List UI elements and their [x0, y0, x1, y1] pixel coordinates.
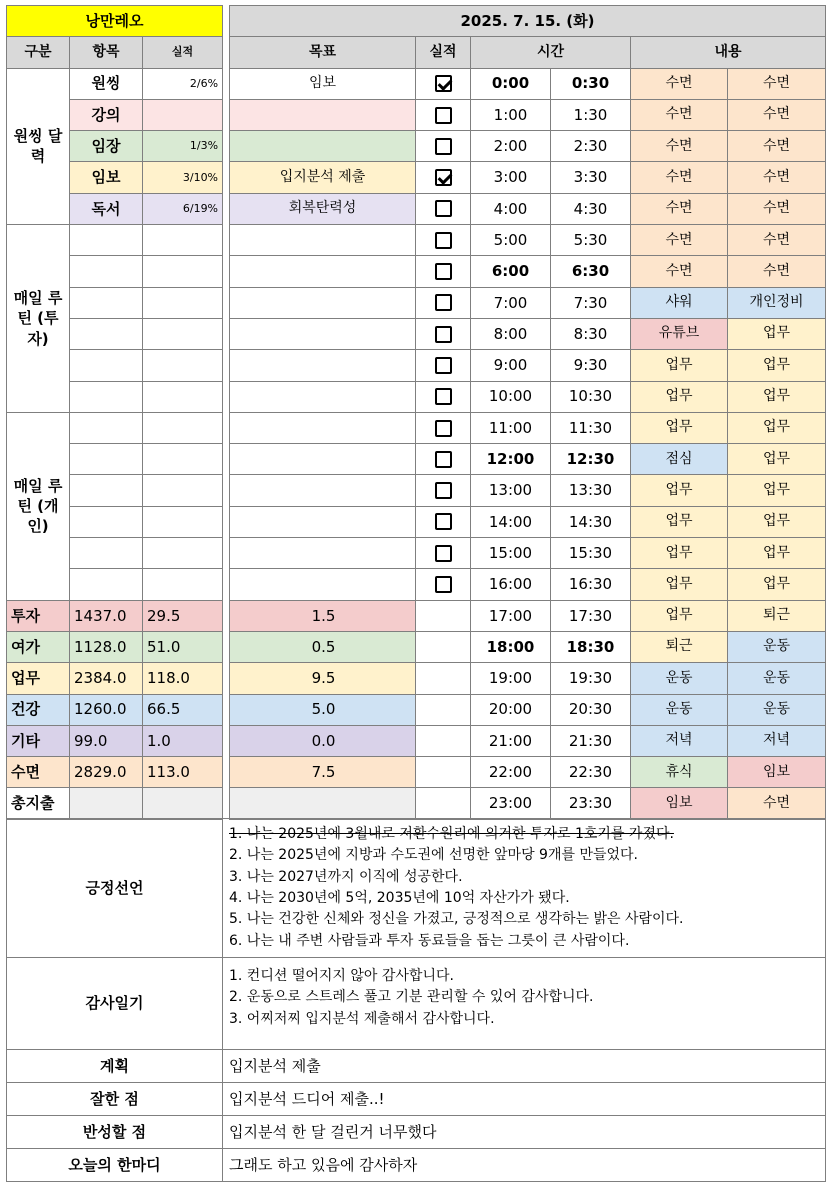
plan-text[interactable]: 입지분석 제출 [223, 1050, 826, 1083]
time-end: 9:30 [551, 350, 631, 381]
activity-cell[interactable]: 수면 [631, 99, 728, 130]
routine-item-cell[interactable] [70, 412, 143, 443]
routine-item-cell[interactable] [70, 444, 143, 475]
activity-cell[interactable]: 점심 [631, 444, 728, 475]
today-hours: 0.5 [230, 631, 416, 662]
time-start: 9:00 [471, 350, 551, 381]
plan-label: 계획 [7, 1050, 223, 1083]
check-cell [416, 225, 471, 256]
daily-word-label: 오늘의 한마디 [7, 1149, 223, 1182]
checkbox-unchecked[interactable] [435, 326, 452, 343]
col-result-header: 실적 [143, 37, 223, 68]
checkbox-unchecked[interactable] [435, 357, 452, 374]
summary-result: 1.0 [143, 725, 223, 756]
activity-cell[interactable]: 수면 [631, 225, 728, 256]
routine-item-cell[interactable] [70, 256, 143, 287]
check-cell [416, 757, 471, 788]
summary-result: 29.5 [143, 600, 223, 631]
routine-item-cell[interactable] [70, 287, 143, 318]
routine-item-cell[interactable] [70, 475, 143, 506]
category-routine-personal: 매일 루틴 (개인) [7, 412, 70, 600]
time-start: 22:00 [471, 757, 551, 788]
check-cell [416, 193, 471, 224]
activity-cell[interactable]: 수면 [728, 99, 826, 130]
check-cell [416, 475, 471, 506]
time-end: 8:30 [551, 318, 631, 349]
today-hours: 0.0 [230, 725, 416, 756]
routine-item-cell[interactable] [70, 506, 143, 537]
summary-label-invest: 투자 [7, 600, 70, 631]
goal-cell[interactable] [230, 381, 416, 412]
routine-result-cell[interactable] [143, 506, 223, 537]
summary-label-work: 업무 [7, 663, 70, 694]
time-end: 20:30 [551, 694, 631, 725]
checkbox-unchecked[interactable] [435, 263, 452, 280]
winsing-item: 독서 [70, 193, 143, 224]
routine-item-cell[interactable] [70, 569, 143, 600]
time-start: 5:00 [471, 225, 551, 256]
routine-result-cell[interactable] [143, 475, 223, 506]
activity-cell[interactable]: 운동 [728, 663, 826, 694]
check-cell [416, 412, 471, 443]
summary-result: 51.0 [143, 631, 223, 662]
routine-item-cell[interactable] [70, 225, 143, 256]
time-start: 15:00 [471, 538, 551, 569]
time-start: 12:00 [471, 444, 551, 475]
activity-cell[interactable]: 수면 [728, 193, 826, 224]
today-hours: 7.5 [230, 757, 416, 788]
time-end: 7:30 [551, 287, 631, 318]
journal-table [6, 818, 826, 1182]
routine-item-cell[interactable] [70, 350, 143, 381]
activity-cell[interactable]: 업무 [631, 506, 728, 537]
time-end: 17:30 [551, 600, 631, 631]
left-tracker-table [6, 5, 223, 820]
check-cell [416, 506, 471, 537]
activity-cell[interactable]: 업무 [631, 350, 728, 381]
activity-cell[interactable]: 업무 [728, 381, 826, 412]
reflect-label: 반성할 점 [7, 1116, 223, 1149]
date-header: 2025. 7. 15. (화) [230, 6, 826, 37]
time-start: 21:00 [471, 725, 551, 756]
checkbox-unchecked[interactable] [435, 576, 452, 593]
check-cell [416, 68, 471, 99]
time-start: 11:00 [471, 412, 551, 443]
checkbox-unchecked[interactable] [435, 545, 452, 562]
time-end: 10:30 [551, 381, 631, 412]
activity-cell[interactable]: 업무 [631, 475, 728, 506]
summary-label-leisure: 여가 [7, 631, 70, 662]
activity-cell[interactable]: 수면 [631, 131, 728, 162]
activity-cell[interactable]: 수면 [631, 162, 728, 193]
time-end: 16:30 [551, 569, 631, 600]
today-hours: 9.5 [230, 663, 416, 694]
goal-cell[interactable] [230, 444, 416, 475]
affirmation-line: 2. 나는 2025년에 지방과 수도권에 선명한 앞마당 9개를 만들었다. [229, 847, 638, 864]
time-start: 0:00 [471, 68, 551, 99]
goal-cell[interactable] [230, 256, 416, 287]
time-start: 4:00 [471, 193, 551, 224]
time-end: 12:30 [551, 444, 631, 475]
activity-cell[interactable]: 업무 [631, 538, 728, 569]
category-routine-invest: 매일 루틴 (투자) [7, 225, 70, 413]
time-end: 21:30 [551, 725, 631, 756]
activity-cell[interactable]: 수면 [728, 68, 826, 99]
routine-item-cell[interactable] [70, 318, 143, 349]
summary-label-sleep: 수면 [7, 757, 70, 788]
checkbox-unchecked[interactable] [435, 388, 452, 405]
time-start: 17:00 [471, 600, 551, 631]
time-start: 18:00 [471, 631, 551, 662]
summary-total: 1437.0 [70, 600, 143, 631]
activity-cell[interactable]: 개인정비 [728, 287, 826, 318]
activity-cell[interactable]: 업무 [728, 444, 826, 475]
gratitude-line: 3. 어찌저찌 입지분석 제출해서 감사합니다. [229, 1010, 495, 1027]
time-start: 3:00 [471, 162, 551, 193]
activity-cell[interactable]: 업무 [728, 318, 826, 349]
activity-cell[interactable]: 수면 [728, 256, 826, 287]
goal-cell[interactable] [230, 131, 416, 162]
routine-result-cell[interactable] [143, 538, 223, 569]
activity-cell[interactable]: 운동 [728, 631, 826, 662]
routine-result-cell[interactable] [143, 318, 223, 349]
time-end: 15:30 [551, 538, 631, 569]
activity-cell[interactable]: 수면 [728, 162, 826, 193]
time-start: 10:00 [471, 381, 551, 412]
time-end: 4:30 [551, 193, 631, 224]
time-end: 14:30 [551, 506, 631, 537]
summary-result: 66.5 [143, 694, 223, 725]
activity-cell[interactable]: 업무 [728, 412, 826, 443]
checkbox-unchecked[interactable] [435, 138, 452, 155]
time-end: 0:30 [551, 68, 631, 99]
winsing-result[interactable] [143, 99, 223, 130]
time-start: 13:00 [471, 475, 551, 506]
reflect-text[interactable]: 입지분석 한 달 걸린거 너무했다 [223, 1116, 826, 1149]
routine-item-cell[interactable] [70, 381, 143, 412]
activity-cell[interactable]: 유튜브 [631, 318, 728, 349]
total-expense-today[interactable] [230, 788, 416, 819]
activity-cell[interactable]: 퇴근 [728, 600, 826, 631]
winsing-result[interactable]: 1/3% [143, 131, 223, 162]
goal-cell[interactable] [230, 569, 416, 600]
gratitude-line: 2. 운동으로 스트레스 풀고 기분 관리할 수 있어 감사합니다. [229, 989, 594, 1006]
checkbox-unchecked[interactable] [435, 200, 452, 217]
activity-cell[interactable]: 업무 [728, 538, 826, 569]
gratitude-label: 감사일기 [7, 958, 223, 1050]
winsing-item: 원씽 [70, 68, 143, 99]
activity-cell[interactable]: 업무 [631, 600, 728, 631]
activity-cell[interactable]: 임보 [728, 757, 826, 788]
good-point-label: 잘한 점 [7, 1083, 223, 1116]
time-start: 7:00 [471, 287, 551, 318]
goal-cell[interactable]: 회복탄력성 [230, 193, 416, 224]
activity-cell[interactable]: 업무 [728, 569, 826, 600]
time-end: 11:30 [551, 412, 631, 443]
goal-cell[interactable] [230, 318, 416, 349]
activity-cell[interactable]: 수면 [631, 193, 728, 224]
goal-cell[interactable] [230, 287, 416, 318]
time-start: 6:00 [471, 256, 551, 287]
checkbox-unchecked[interactable] [435, 513, 452, 530]
routine-item-cell[interactable] [70, 538, 143, 569]
routine-result-cell[interactable] [143, 256, 223, 287]
check-cell [416, 287, 471, 318]
checkbox-unchecked[interactable] [435, 294, 452, 311]
activity-cell[interactable]: 업무 [728, 350, 826, 381]
check-cell [416, 256, 471, 287]
winsing-item: 임장 [70, 131, 143, 162]
time-end: 19:30 [551, 663, 631, 694]
routine-result-cell[interactable] [143, 569, 223, 600]
check-cell [416, 318, 471, 349]
good-point-text[interactable]: 입지분석 드디어 제출..! [223, 1083, 826, 1116]
time-start: 16:00 [471, 569, 551, 600]
check-cell [416, 694, 471, 725]
activity-cell[interactable]: 운동 [631, 663, 728, 694]
goal-cell[interactable] [230, 412, 416, 443]
goal-cell[interactable] [230, 350, 416, 381]
goal-cell[interactable] [230, 475, 416, 506]
check-cell [416, 663, 471, 694]
affirmation-list[interactable] [223, 819, 826, 958]
check-cell [416, 381, 471, 412]
time-end: 6:30 [551, 256, 631, 287]
affirmation-line: 5. 나는 건강한 신체와 정신을 가졌고, 긍정적으로 생각하는 밝은 사람이다. [229, 911, 684, 928]
activity-cell[interactable]: 업무 [631, 381, 728, 412]
col-category-header: 구분 [7, 37, 70, 68]
activity-cell[interactable]: 저녁 [631, 725, 728, 756]
gratitude-list[interactable] [223, 958, 826, 1050]
activity-cell[interactable]: 업무 [631, 569, 728, 600]
summary-result: 118.0 [143, 663, 223, 694]
activity-cell[interactable]: 수면 [728, 788, 826, 819]
goal-cell[interactable] [230, 225, 416, 256]
time-start: 2:00 [471, 131, 551, 162]
col-content-header: 내용 [631, 37, 826, 68]
check-cell [416, 538, 471, 569]
routine-result-cell[interactable] [143, 287, 223, 318]
summary-result: 113.0 [143, 757, 223, 788]
col-item-header: 항목 [70, 37, 143, 68]
summary-label-other: 기타 [7, 725, 70, 756]
activity-cell[interactable]: 업무 [728, 475, 826, 506]
total-expense-label: 총지출 [7, 788, 70, 819]
routine-result-cell[interactable] [143, 444, 223, 475]
winsing-item: 임보 [70, 162, 143, 193]
total-expense-value[interactable] [143, 788, 223, 819]
check-cell [416, 162, 471, 193]
summary-total: 2829.0 [70, 757, 143, 788]
daily-word-text[interactable]: 그래도 하고 있음에 감사하자 [223, 1149, 826, 1182]
check-cell [416, 600, 471, 631]
activity-cell[interactable]: 수면 [631, 256, 728, 287]
time-start: 14:00 [471, 506, 551, 537]
total-expense-value[interactable] [70, 788, 143, 819]
goal-cell[interactable]: 입지분석 제출 [230, 162, 416, 193]
time-start: 8:00 [471, 318, 551, 349]
checkbox-unchecked[interactable] [435, 420, 452, 437]
activity-cell[interactable]: 수면 [728, 225, 826, 256]
routine-result-cell[interactable] [143, 350, 223, 381]
activity-cell[interactable]: 퇴근 [631, 631, 728, 662]
category-winsing: 원씽 달력 [7, 68, 70, 224]
affirmation-line: 3. 나는 2027년까지 이직에 성공한다. [229, 868, 463, 885]
time-end: 22:30 [551, 757, 631, 788]
routine-result-cell[interactable] [143, 381, 223, 412]
check-cell [416, 131, 471, 162]
time-end: 18:30 [551, 631, 631, 662]
check-cell [416, 631, 471, 662]
check-cell [416, 444, 471, 475]
summary-total: 1128.0 [70, 631, 143, 662]
affirmation-line: 4. 나는 2030년에 5억, 2035년에 10억 자산가가 됐다. [229, 890, 570, 906]
time-start: 23:00 [471, 788, 551, 819]
summary-total: 1260.0 [70, 694, 143, 725]
time-end: 5:30 [551, 225, 631, 256]
checkbox-unchecked[interactable] [435, 451, 452, 468]
planner-title: 낭만레오 [7, 6, 223, 37]
activity-cell[interactable]: 임보 [631, 788, 728, 819]
summary-total: 2384.0 [70, 663, 143, 694]
checkbox-checked[interactable] [435, 169, 452, 186]
gratitude-line: 1. 컨디션 떨어지지 않아 감사합니다. [229, 968, 454, 984]
checkbox-unchecked[interactable] [435, 482, 452, 499]
time-end: 13:30 [551, 475, 631, 506]
goal-cell[interactable] [230, 506, 416, 537]
check-cell [416, 569, 471, 600]
activity-cell[interactable]: 수면 [728, 131, 826, 162]
schedule-table [229, 5, 826, 820]
today-hours: 5.0 [230, 694, 416, 725]
goal-cell[interactable]: 임보 [230, 68, 416, 99]
activity-cell[interactable]: 운동 [728, 694, 826, 725]
time-end: 2:30 [551, 131, 631, 162]
winsing-item: 강의 [70, 99, 143, 130]
check-cell [416, 350, 471, 381]
activity-cell[interactable]: 업무 [728, 506, 826, 537]
affirmation-line: 1. 나는 2025년에 3월내로 저환수원리에 의거한 투자로 1호기를 가졌다. [229, 826, 674, 843]
winsing-result[interactable]: 2/6% [143, 68, 223, 99]
routine-result-cell[interactable] [143, 225, 223, 256]
check-cell [416, 99, 471, 130]
summary-total: 99.0 [70, 725, 143, 756]
check-cell [416, 725, 471, 756]
goal-cell[interactable] [230, 538, 416, 569]
affirmation-line: 6. 나는 내 주변 사람들과 투자 동료들을 돕는 그릇이 큰 사람이다. [229, 932, 630, 949]
time-start: 19:00 [471, 663, 551, 694]
goal-cell[interactable] [230, 99, 416, 130]
checkbox-unchecked[interactable] [435, 107, 452, 124]
col-time-header: 시간 [471, 37, 631, 68]
routine-result-cell[interactable] [143, 412, 223, 443]
activity-cell[interactable]: 저녁 [728, 725, 826, 756]
checkbox-unchecked[interactable] [435, 232, 452, 249]
activity-cell[interactable]: 수면 [631, 68, 728, 99]
activity-cell[interactable]: 샤워 [631, 287, 728, 318]
activity-cell[interactable]: 운동 [631, 694, 728, 725]
activity-cell[interactable]: 업무 [631, 412, 728, 443]
time-end: 1:30 [551, 99, 631, 130]
time-end: 23:30 [551, 788, 631, 819]
time-start: 1:00 [471, 99, 551, 130]
summary-label-health: 건강 [7, 694, 70, 725]
check-cell [416, 788, 471, 819]
col-check-header: 실적 [416, 37, 471, 68]
col-goal-header: 목표 [230, 37, 416, 68]
activity-cell[interactable]: 휴식 [631, 757, 728, 788]
today-hours: 1.5 [230, 600, 416, 631]
time-start: 20:00 [471, 694, 551, 725]
checkbox-checked[interactable] [435, 75, 452, 92]
time-end: 3:30 [551, 162, 631, 193]
affirmation-label: 긍정선언 [7, 819, 223, 958]
winsing-result[interactable]: 3/10% [143, 162, 223, 193]
winsing-result[interactable]: 6/19% [143, 193, 223, 224]
